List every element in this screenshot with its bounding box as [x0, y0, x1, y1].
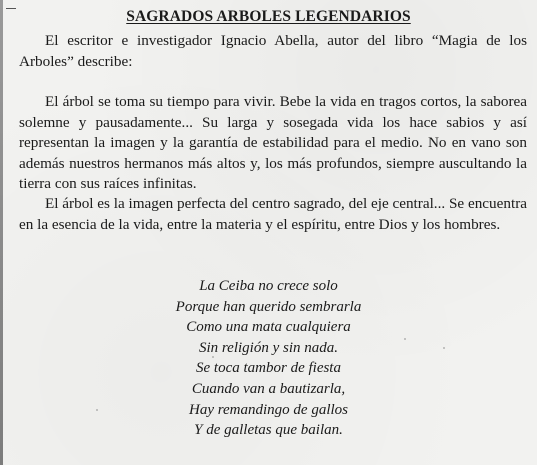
poem-line: Y de galletas que bailan. — [194, 422, 343, 439]
poem-line: Se toca tambor de fiesta — [196, 360, 341, 377]
body-paragraph-sacred-center: El árbol es la imagen perfecta del centro sagrado, del eje central... Se encuentra en la esencia de la vida, entre la materia y el espíritu, entre Dios y los hombres. — [19, 195, 527, 233]
scan-speck — [96, 409, 98, 411]
poem-stanza — [0, 276, 537, 441]
poem-line: Sin religión y sin nada. — [198, 339, 339, 356]
poem-line: Porque han querido sembrarla — [175, 298, 362, 315]
scan-speck — [443, 347, 445, 349]
poem-line: Como una mata cualquiera — [186, 319, 351, 336]
scan-speck — [404, 338, 406, 340]
poem-line: La Ceiba no crece solo — [199, 278, 338, 294]
body-paragraph-tree-life: El árbol se toma su tiempo para vivir. Bebe la vida en tragos cortos, la saborea solemne y pausadamente... Su larga y sosegada vida los hace sabios y así representan la imagen y la garantía de estabilidad para el medio. No en vano son además nuestros hermanos más altos y, los más profundos, siempre auscultando la tierra con sus raíces infinitas. — [19, 93, 527, 192]
poem-line: Hay remandingo de gallos — [188, 401, 348, 418]
intro-paragraph: El escritor e investigador Ignacio Abella, autor del libro “Magia de los Arboles” describe: — [19, 32, 527, 70]
document-title: SAGRADOS ARBOLES LEGENDARIOS — [126, 8, 411, 25]
scan-speck — [212, 356, 214, 358]
poem-line: Cuando van a bautizarla, — [191, 380, 346, 397]
